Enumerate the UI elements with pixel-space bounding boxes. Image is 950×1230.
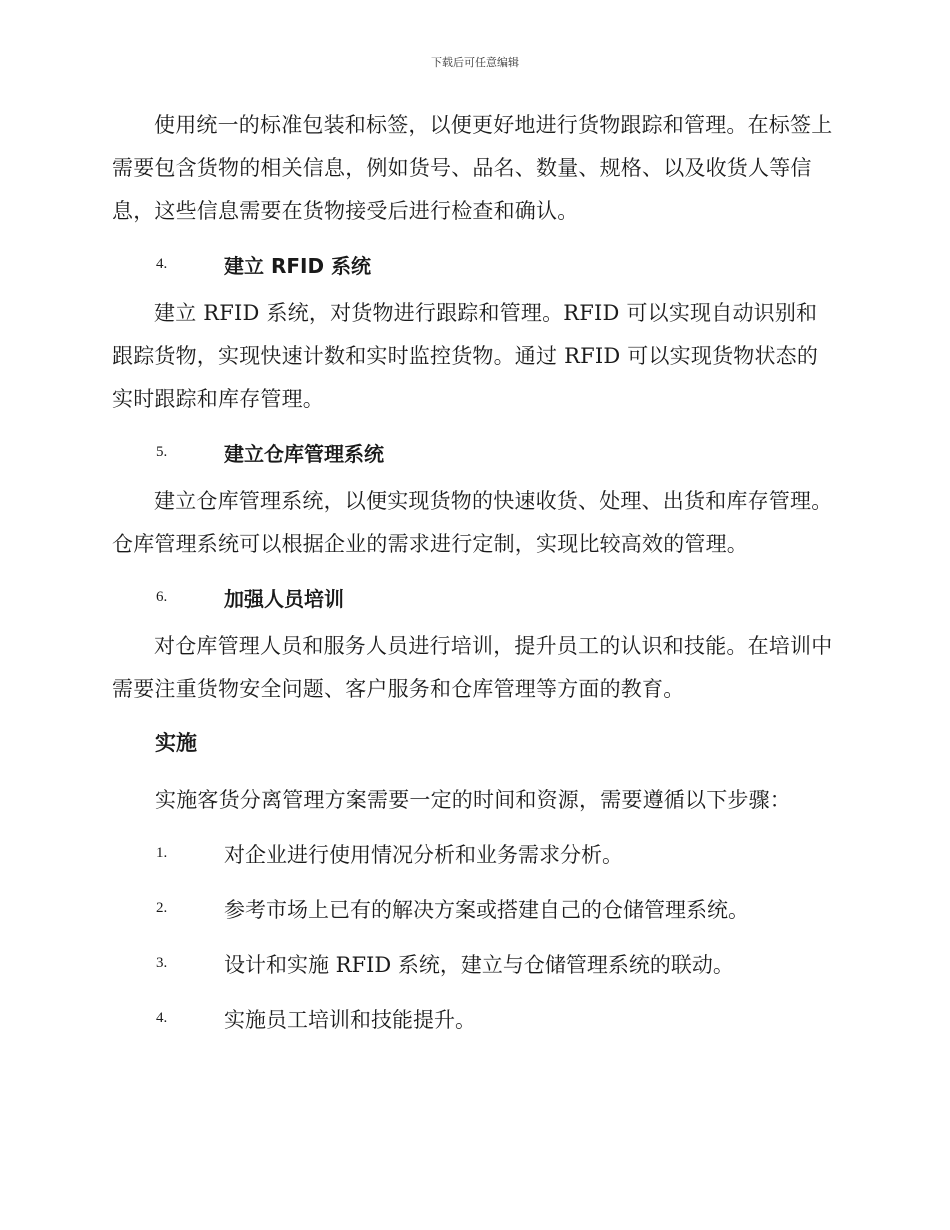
paragraph-labels: 使用统一的标准包装和标签，以便更好地进行货物跟踪和管理。在标签上需要包含货物的相关信息，例如货号、品名、数量、规格、以及收货人等信息，这些信息需要在货物接受后进行检查和确认。 xyxy=(112,113,833,223)
heading-rfid xyxy=(112,237,834,292)
heading-text: 建立 RFID 系统 xyxy=(224,254,372,278)
step-item xyxy=(112,881,834,936)
step-number: 3. xyxy=(156,955,168,971)
step-item xyxy=(112,991,834,1046)
step-text: 设计和实施 RFID 系统，建立与仓储管理系统的联动。 xyxy=(224,952,734,977)
step-number: 2. xyxy=(156,900,168,916)
step-item xyxy=(112,936,834,991)
step-item xyxy=(112,826,834,881)
step-text: 对企业进行使用情况分析和业务需求分析。 xyxy=(224,842,623,867)
heading-text: 建立仓库管理系统 xyxy=(224,442,384,466)
step-text: 实施员工培训和技能提升。 xyxy=(224,1007,476,1032)
heading-number: 6. xyxy=(156,589,168,605)
section-title-implementation: 实施 xyxy=(155,731,197,755)
paragraph-training: 对仓库管理人员和服务人员进行培训，提升员工的认识和技能。在培训中需要注重货物安全问题、客户服务和仓库管理等方面的教育。 xyxy=(112,634,833,701)
heading-training xyxy=(112,570,834,625)
heading-number: 5. xyxy=(156,444,168,460)
page-header: 下载后可任意编辑 xyxy=(431,56,519,69)
step-text: 参考市场上已有的解决方案或搭建自己的仓储管理系统。 xyxy=(224,897,749,922)
step-number: 4. xyxy=(156,1010,168,1026)
paragraph-implementation-intro: 实施客货分离管理方案需要一定的时间和资源，需要遵循以下步骤： xyxy=(155,788,791,812)
paragraph-rfid: 建立 RFID 系统，对货物进行跟踪和管理。RFID 可以实现自动识别和跟踪货物，实现快速计数和实时监控货物。通过 RFID 可以实现货物状态的实时跟踪和库存管理。 xyxy=(112,301,819,411)
heading-number: 4. xyxy=(156,256,168,272)
paragraph-warehouse-system: 建立仓库管理系统，以便实现货物的快速收货、处理、出货和库存管理。仓库管理系统可以根据企业的需求进行定制，实现比较高效的管理。 xyxy=(112,489,833,556)
heading-warehouse-system xyxy=(112,425,834,480)
document-body xyxy=(112,104,834,1046)
step-number: 1. xyxy=(156,845,168,861)
heading-text: 加强人员培训 xyxy=(224,587,344,611)
